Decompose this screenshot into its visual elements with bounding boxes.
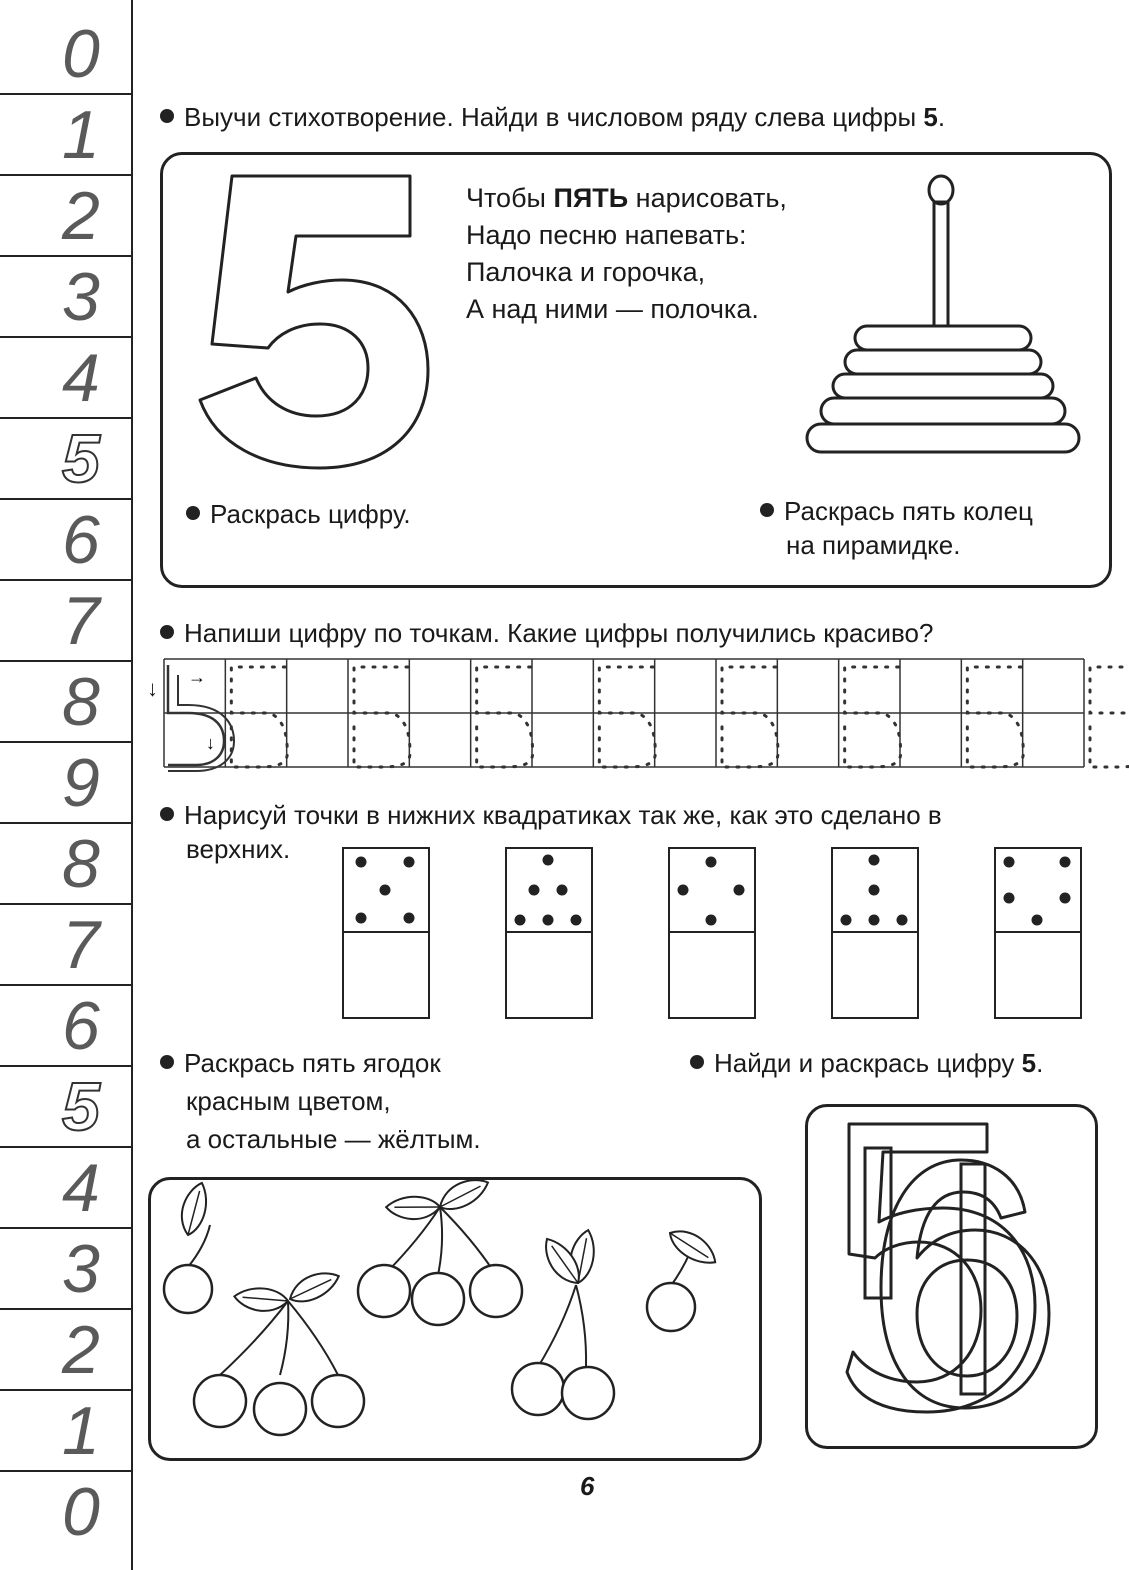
- dot: [404, 857, 415, 868]
- cherry-leaf: [666, 1220, 719, 1275]
- dot: [404, 913, 415, 924]
- dot: [571, 915, 582, 926]
- dot: [1004, 893, 1015, 904]
- dot-cards: [340, 846, 1110, 1026]
- instruction-trace-digit: Напиши цифру по точкам. Какие цифры получились красиво?: [160, 616, 1110, 650]
- strip-cell[interactable]: [0, 500, 131, 581]
- dotted-digit-five: [722, 667, 778, 767]
- page-number: 6: [580, 1471, 595, 1501]
- dot-card: [669, 848, 755, 1018]
- strip-cell[interactable]: [0, 14, 131, 95]
- strip-number: 7: [62, 583, 100, 659]
- strip-cell[interactable]: [0, 743, 131, 824]
- overlapping-digits-figure[interactable]: [805, 1104, 1098, 1449]
- bullet-icon: [760, 503, 774, 517]
- cherries-illustration[interactable]: [148, 1177, 762, 1461]
- cherry-leaf: [385, 1189, 442, 1226]
- dotted-digit-five: [967, 667, 1023, 767]
- dotted-digit-five: [354, 667, 410, 767]
- strip-cell[interactable]: [0, 824, 131, 905]
- instruction-color-berries: Раскрась пять ягодок красным цветом, а остальные — жёлтым.: [160, 1046, 620, 1156]
- bullet-icon: [160, 807, 174, 821]
- empty-square[interactable]: [670, 933, 754, 1017]
- ring-3: [833, 374, 1053, 398]
- bullet-icon: [160, 625, 174, 639]
- strip-cell[interactable]: [0, 419, 131, 500]
- cherry-berry[interactable]: [358, 1265, 410, 1317]
- dotted-digit-five: [477, 667, 533, 767]
- cherry-stem: [288, 1301, 338, 1375]
- instruction-learn-poem: Выучи стихотворение. Найди в числовом ряду слева цифры 5.: [160, 100, 1110, 134]
- strip-cell[interactable]: [0, 338, 131, 419]
- strip-cell[interactable]: [0, 176, 131, 257]
- cherry-berry[interactable]: [412, 1273, 464, 1325]
- strip-number: 5: [62, 421, 100, 497]
- strip-cell[interactable]: [0, 1391, 131, 1472]
- strip-number: 1: [62, 1393, 100, 1469]
- arrow-down-icon: ↓: [147, 676, 158, 701]
- tracing-grid[interactable]: [164, 659, 1084, 769]
- cherry-berry[interactable]: [312, 1375, 364, 1427]
- cherry-leaf: [287, 1271, 342, 1304]
- cherry-berry[interactable]: [512, 1363, 564, 1415]
- strip-cell[interactable]: [0, 1229, 131, 1310]
- cherry-leaf: [436, 1177, 492, 1212]
- strip-number: 4: [62, 340, 100, 416]
- dot: [869, 885, 880, 896]
- cherry-stem: [280, 1301, 288, 1375]
- dot: [706, 857, 717, 868]
- cherry-stem: [538, 1285, 576, 1367]
- dot-card: [995, 848, 1081, 1018]
- dotted-digit-five: [231, 667, 287, 767]
- instruction-find-digit: Найди и раскрась цифру 5.: [690, 1046, 1120, 1080]
- dot-card: [832, 848, 918, 1018]
- dot: [869, 855, 880, 866]
- cherry-berry[interactable]: [470, 1265, 522, 1317]
- dot: [1060, 857, 1071, 868]
- poem-line-2: Надо песню напевать:: [466, 220, 747, 250]
- big-digit-five-outline[interactable]: [192, 172, 432, 472]
- ring-4: [821, 398, 1065, 424]
- strip-cell[interactable]: [0, 986, 131, 1067]
- bullet-icon: [160, 109, 174, 123]
- ring-2: [845, 350, 1041, 374]
- dot: [734, 885, 745, 896]
- strip-number: 0: [62, 16, 100, 92]
- strip-number: 2: [62, 178, 100, 254]
- cherry-leaf: [232, 1279, 289, 1320]
- poem-line-1: Чтобы ПЯТЬ нарисовать,: [466, 183, 787, 213]
- empty-square[interactable]: [507, 933, 591, 1017]
- strip-number: 3: [62, 259, 100, 335]
- strip-cell[interactable]: [0, 662, 131, 743]
- strip-number: 9: [62, 745, 100, 821]
- dot: [706, 915, 717, 926]
- cherry-leaf: [171, 1180, 218, 1237]
- poem-line-3: Палочка и горочка,: [466, 257, 706, 287]
- strip-number: 5: [62, 1069, 100, 1145]
- instruction-color-rings: Раскрась пять колец на пирамидке.: [760, 494, 1100, 562]
- dot: [529, 885, 540, 896]
- arrow-right-icon: →: [188, 667, 206, 687]
- strip-number: 4: [62, 1150, 100, 1226]
- strip-number: 3: [62, 1231, 100, 1307]
- cherry-stem: [438, 1207, 442, 1275]
- dot: [380, 885, 391, 896]
- strip-cell[interactable]: [0, 1310, 131, 1391]
- bullet-icon: [690, 1055, 704, 1069]
- strip-number: 7: [62, 907, 100, 983]
- bullet-icon: [160, 1055, 174, 1069]
- strip-number: 2: [62, 1312, 100, 1388]
- dot: [678, 885, 689, 896]
- dot: [557, 885, 568, 896]
- dotted-digit-five: [1090, 667, 1129, 767]
- strip-cell[interactable]: [0, 1067, 131, 1148]
- dot: [841, 915, 852, 926]
- dotted-digit-five: [599, 667, 655, 767]
- arrow-down-icon: ↓: [206, 733, 215, 753]
- dot: [543, 915, 554, 926]
- strip-number: 8: [62, 664, 100, 740]
- strip-cell[interactable]: [0, 1472, 131, 1553]
- dot: [356, 857, 367, 868]
- strip-number: 8: [62, 826, 100, 902]
- cherry-stem: [220, 1301, 288, 1375]
- dot: [1060, 893, 1071, 904]
- strip-number: 0: [62, 1474, 100, 1550]
- dot: [1032, 915, 1043, 926]
- ring-1: [855, 326, 1031, 350]
- cherry-stem: [576, 1285, 586, 1367]
- empty-square[interactable]: [833, 933, 917, 1017]
- dot: [515, 915, 526, 926]
- strip-cell[interactable]: [0, 1148, 131, 1229]
- bullet-icon: [186, 506, 200, 520]
- dotted-digit-five: [845, 667, 901, 767]
- dot: [356, 913, 367, 924]
- strip-cell[interactable]: [0, 257, 131, 338]
- dot-card: [506, 848, 592, 1018]
- instruction-draw-dots: Нарисуй точки в нижних квадратиках так же, как это сделано в верхних.: [160, 798, 1110, 866]
- strip-cell[interactable]: [0, 905, 131, 986]
- cherry-berry[interactable]: [647, 1283, 695, 1331]
- cherry-berry[interactable]: [562, 1367, 614, 1419]
- strip-cell[interactable]: [0, 95, 131, 176]
- empty-square[interactable]: [996, 933, 1080, 1017]
- strip-number: 1: [62, 97, 100, 173]
- ring-5: [807, 424, 1079, 452]
- cherry-berry[interactable]: [164, 1265, 212, 1313]
- strip-cell[interactable]: [0, 581, 131, 662]
- outline-digit-six: [881, 1160, 1049, 1408]
- cherry-stem: [440, 1207, 496, 1275]
- dot-card: [343, 848, 429, 1018]
- strip-number: 6: [62, 988, 100, 1064]
- ring-pyramid[interactable]: [805, 172, 1085, 462]
- strip-number: 6: [62, 502, 100, 578]
- empty-square[interactable]: [344, 933, 428, 1017]
- cherry-berry[interactable]: [254, 1383, 306, 1435]
- instruction-color-digit: Раскрась цифру.: [186, 497, 411, 531]
- poem-line-4: А над ними — полочка.: [466, 294, 759, 324]
- strip-divider: [131, 0, 133, 1570]
- dot: [543, 855, 554, 866]
- cherry-berry[interactable]: [194, 1375, 246, 1427]
- dot: [869, 915, 880, 926]
- number-strip: [0, 0, 131, 1570]
- dot: [1004, 857, 1015, 868]
- dot: [897, 915, 908, 926]
